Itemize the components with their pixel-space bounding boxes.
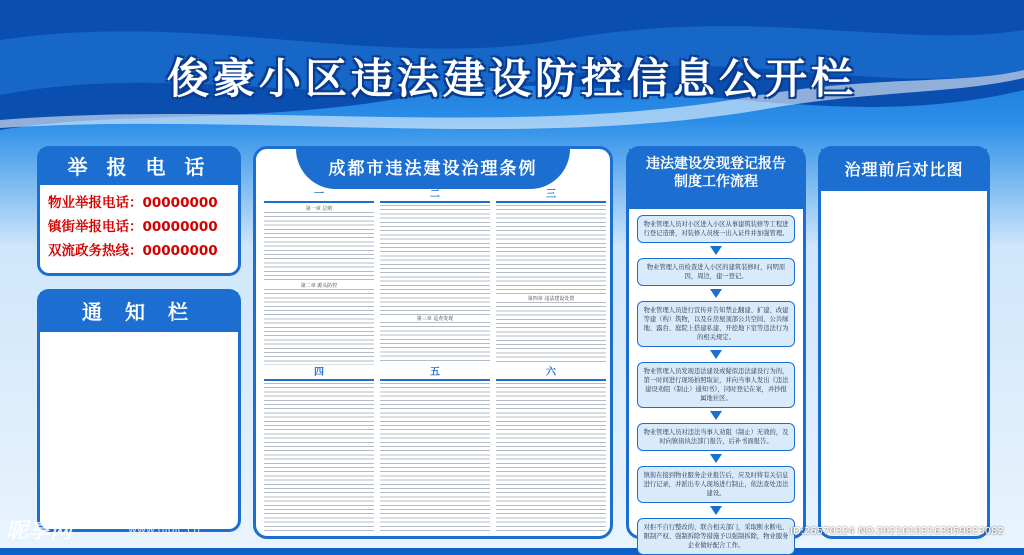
column-number: 一 — [314, 189, 324, 200]
process-heading-line1: 违法建设发现登记报告 — [646, 156, 786, 172]
section-heading: 第四章 违法建设处置 — [527, 296, 575, 302]
section-heading: 第一章 总则 — [305, 206, 333, 212]
regulation-column-2 — [380, 189, 490, 361]
report-hotline-panel — [37, 146, 241, 276]
flow-step: 物业管理人员发现违法建设或疑似违法建设行为的，第一时间进行现场拍照取证，并向当事人发出《违法建设劝阻（制止）通知书》，同时登记在案，并抄报属地社区。 — [637, 362, 795, 408]
arrow-down-icon — [710, 506, 722, 515]
arrow-down-icon — [710, 411, 722, 420]
regulation-column-6 — [496, 367, 606, 532]
arrow-down-icon — [710, 350, 722, 359]
flow-step: 物业管理人员检查进入小区的建筑装修时，问明原因，周边，建一登记。 — [637, 258, 795, 286]
notice-panel — [37, 289, 241, 532]
process-flow-panel — [626, 146, 806, 549]
column-number: 二 — [430, 189, 440, 200]
arrow-down-icon — [710, 454, 722, 463]
property-hotline: 物业举报电话：00000000 — [48, 195, 218, 211]
regulations-heading: 成都市违法建设治理条例 — [296, 149, 570, 189]
before-after-heading: 治理前后对比图 — [821, 149, 987, 191]
process-heading-line2: 制度工作流程 — [674, 174, 758, 190]
page-title: 俊豪小区违法建设防控信息公开栏 — [166, 54, 857, 103]
section-heading: 第二章 源头防控 — [300, 283, 338, 289]
flow-step: 对拒不自行整改的，联合相关部门，采取断水断电、限制产权、强制拆除等措施予以强制拆除，物业服务企业做好配合工作。 — [637, 518, 795, 555]
arrow-down-icon — [710, 289, 722, 298]
section-heading: 第三章 巡查发现 — [416, 316, 454, 322]
process-flow-heading — [629, 149, 803, 209]
government-hotline: 双流政务热线：00000000 — [48, 243, 218, 259]
regulation-column-3 — [496, 189, 606, 361]
regulation-column-4 — [264, 367, 374, 532]
column-number: 三 — [546, 189, 556, 200]
watermark-logo: 昵享网 — [6, 519, 73, 544]
before-after-panel — [818, 146, 990, 539]
column-number: 五 — [430, 367, 440, 378]
column-number: 四 — [314, 367, 324, 378]
watermark-url: www.nipic.cn — [128, 523, 201, 536]
arrow-down-icon — [710, 246, 722, 255]
flow-step: 镇街在接到物业服务企业报告后，应及时将有关信息进行记录，并派出专人现场进行制止，依法查处违法建设。 — [637, 466, 795, 503]
regulation-column-5 — [380, 367, 490, 532]
flow-step: 物业管理人员进行宣传并告知禁止翻建、扩建、改建等建（构）筑物，以及在房屋顶部公共空间、公共绿地、露台、庭院上搭建私建、开挖地下室等违法行为的相关规定。 — [637, 301, 795, 347]
flow-step: 物业管理人员对违法当事人劝阻（制止）无效的，及时向镇街执法部门报告，后补书面报告。 — [637, 423, 795, 451]
report-heading: 举 报 电 话 — [40, 149, 238, 185]
regulation-column-1 — [264, 189, 374, 361]
watermark-id: ID:26570324 NO:20210103163959823082 — [790, 526, 1004, 537]
flow-step: 物业管理人员对小区进入小区从事建筑装修等工程进行登记造册，对装修人员统一出入证件并加强管理。 — [637, 215, 795, 243]
town-hotline: 镇街举报电话：00000000 — [48, 219, 218, 235]
column-number: 六 — [546, 367, 556, 378]
notice-heading: 通 知 栏 — [40, 292, 238, 332]
regulations-panel — [253, 146, 613, 539]
